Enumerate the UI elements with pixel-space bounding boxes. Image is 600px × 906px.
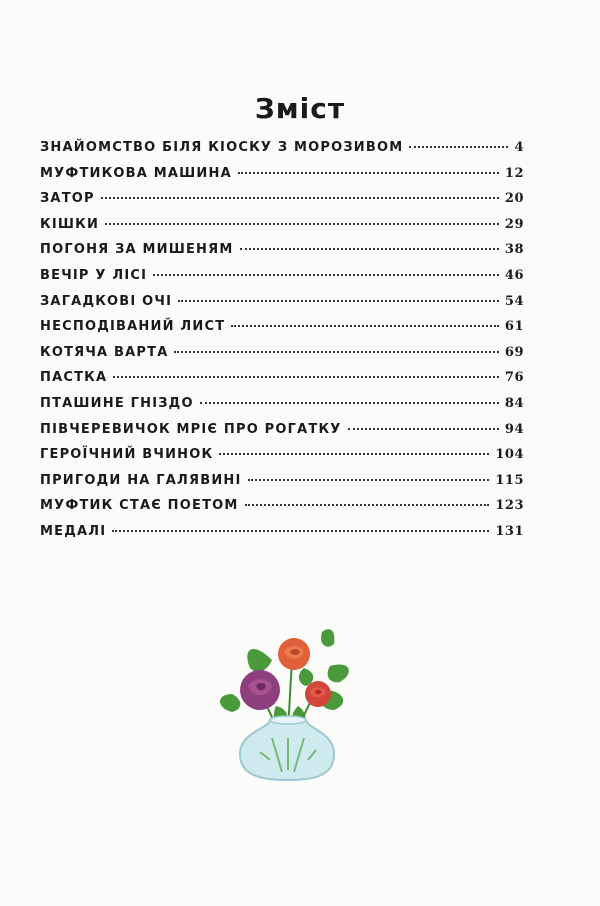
toc-entry-title: ВЕЧІР У ЛІСІ bbox=[40, 267, 148, 283]
toc-dot-leader bbox=[245, 504, 490, 506]
toc-dot-leader bbox=[113, 376, 499, 378]
toc-entry-title: ПТАШИНЕ ГНІЗДО bbox=[40, 395, 194, 411]
toc-entry-title: ГЕРОЇЧНИЙ ВЧИНОК bbox=[40, 447, 214, 463]
toc-entry bbox=[40, 345, 524, 371]
toc-entry-page: 29 bbox=[504, 216, 524, 232]
toc-entry-page: 20 bbox=[504, 191, 524, 207]
toc-entry-title: КОТЯЧА ВАРТА bbox=[40, 344, 169, 360]
toc-entry bbox=[40, 294, 524, 320]
toc-dot-leader bbox=[153, 274, 499, 276]
toc-dot-leader bbox=[248, 479, 490, 481]
toc-entry-page: 123 bbox=[495, 498, 524, 514]
toc-entry-page: 69 bbox=[504, 344, 524, 360]
toc-entry bbox=[40, 524, 524, 550]
toc-dot-leader bbox=[200, 402, 499, 404]
toc-dot-leader bbox=[219, 453, 489, 455]
toc-entry-page: 115 bbox=[495, 472, 524, 488]
toc-dot-leader bbox=[112, 530, 489, 532]
toc-entry-title: ПАСТКА bbox=[40, 370, 108, 386]
toc-entry-title: ПІВЧЕРЕВИЧОК МРІЄ ПРО РОГАТКУ bbox=[40, 421, 342, 437]
toc-dot-leader bbox=[238, 172, 499, 174]
toc-entry-title: ПОГОНЯ ЗА МИШЕНЯМ bbox=[40, 242, 234, 258]
toc-entry bbox=[40, 422, 524, 448]
toc-dot-leader bbox=[174, 351, 498, 353]
toc-entry-page: 54 bbox=[504, 293, 524, 309]
toc-entry-title: ПРИГОДИ НА ГАЛЯВИНІ bbox=[40, 472, 242, 488]
table-of-contents bbox=[40, 140, 524, 550]
toc-entry bbox=[40, 370, 524, 396]
toc-entry bbox=[40, 166, 524, 192]
toc-dot-leader bbox=[105, 223, 499, 225]
toc-entry bbox=[40, 140, 524, 166]
toc-entry-page: 84 bbox=[504, 395, 524, 411]
page-title: Зміст bbox=[254, 92, 346, 125]
toc-entry bbox=[40, 319, 524, 345]
toc-entry-page: 46 bbox=[504, 267, 524, 283]
toc-entry-page: 94 bbox=[504, 421, 524, 437]
toc-entry-page: 104 bbox=[495, 447, 524, 463]
toc-entry-page: 4 bbox=[514, 140, 524, 155]
toc-entry bbox=[40, 447, 524, 473]
toc-entry-title: МЕДАЛІ bbox=[40, 523, 107, 539]
toc-entry bbox=[40, 217, 524, 243]
toc-entry-title: ЗАТОР bbox=[40, 191, 95, 207]
toc-entry bbox=[40, 396, 524, 422]
toc-entry-title: ЗНАЙОМСТВО БІЛЯ КІОСКУ З МОРОЗИВОМ bbox=[40, 140, 404, 155]
toc-entry-page: 38 bbox=[504, 242, 524, 258]
toc-entry bbox=[40, 242, 524, 268]
toc-entry-title: ЗАГАДКОВІ ОЧІ bbox=[40, 293, 173, 309]
flower-vase-icon bbox=[212, 620, 362, 790]
toc-entry-title: НЕСПОДІВАНИЙ ЛИСТ bbox=[40, 319, 226, 335]
toc-entry-page: 12 bbox=[504, 165, 524, 181]
toc-dot-leader bbox=[101, 197, 499, 199]
toc-dot-leader bbox=[240, 248, 499, 250]
toc-dot-leader bbox=[409, 146, 508, 148]
toc-entry bbox=[40, 498, 524, 524]
toc-entry bbox=[40, 191, 524, 217]
toc-dot-leader bbox=[231, 325, 499, 327]
toc-entry bbox=[40, 268, 524, 294]
toc-dot-leader bbox=[178, 300, 499, 302]
toc-entry-title: КІШКИ bbox=[40, 216, 100, 232]
toc-entry-page: 76 bbox=[504, 370, 524, 386]
toc-entry-title: МУФТИКОВА МАШИНА bbox=[40, 165, 232, 181]
toc-entry-page: 61 bbox=[504, 319, 524, 335]
toc-entry-title: МУФТИК СТАЄ ПОЕТОМ bbox=[40, 498, 239, 514]
toc-entry bbox=[40, 473, 524, 499]
toc-dot-leader bbox=[348, 428, 499, 430]
toc-entry-page: 131 bbox=[495, 523, 524, 539]
